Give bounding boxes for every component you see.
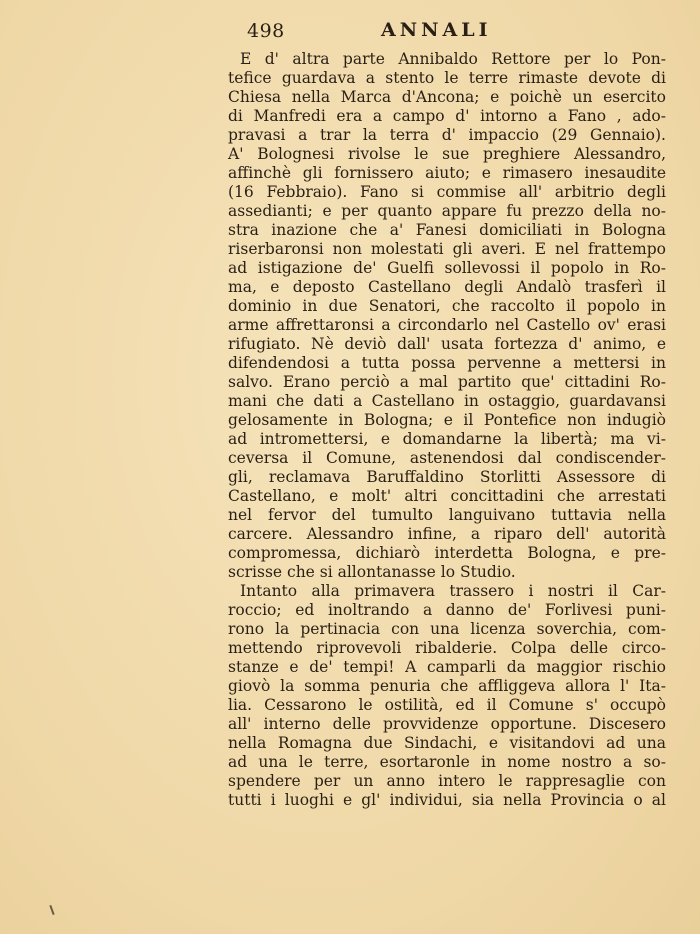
text-line: stra inazione che a' Fanesi domiciliati in Bologna xyxy=(228,221,666,239)
text-line: stanze e de' tempi! A camparli da maggior rischio xyxy=(228,658,666,676)
text-line: difendendosi a tutta possa pervenne a mettersi in xyxy=(228,354,666,372)
text-line: giovò la somma penuria che affliggeva allora l' Ita- xyxy=(228,677,666,695)
text-line: A' Bolognesi rivolse le sue preghiere Alessandro, xyxy=(228,145,666,163)
text-line: ad una le terre, esortaronle in nome nostro a so- xyxy=(228,753,666,771)
text-line: gli, reclamava Baruffaldino Storlitti Assessore di xyxy=(228,468,666,486)
text-line: assedianti; e per quanto appare fu prezzo della no- xyxy=(228,202,666,220)
text-line: nella Romagna due Sindachi, e visitandovi ad una xyxy=(228,734,666,752)
text-line: ad istigazione de' Guelfi sollevossi il popolo in Ro- xyxy=(228,259,666,277)
text-line: mani che dati a Castellano in ostaggio, guardavansi xyxy=(228,392,666,410)
text-line: Intanto alla primavera trassero i nostri il Car- xyxy=(240,582,666,600)
body-text xyxy=(228,50,666,810)
text-line: riserbaronsi non molestati gli averi. E nel frattempo xyxy=(228,240,666,258)
text-line: E d' altra parte Annibaldo Rettore per lo Pon- xyxy=(240,50,666,68)
page-number: 498 xyxy=(247,20,285,42)
text-line: rono la pertinacia con una licenza soverchia, com- xyxy=(228,620,666,638)
text-line: salvo. Erano perciò a mal partito que' cittadini Ro- xyxy=(228,373,666,391)
text-line: Chiesa nella Marca d'Ancona; e poichè un esercito xyxy=(228,88,666,106)
text-line: ceversa il Comune, astenendosi dal condiscender- xyxy=(228,449,666,467)
text-line: compromessa, dichiarò interdetta Bologna, e pre- xyxy=(228,544,666,562)
text-line: ma, e deposto Castellano degli Andalò trasferì il xyxy=(228,278,666,296)
text-line: tutti i luoghi e gl' individui, sia nella Provincia o al xyxy=(228,791,666,809)
text-line: mettendo riprovevoli ribalderie. Colpa delle circo- xyxy=(228,639,666,657)
text-line: (16 Febbraio). Fano si commise all' arbitrio degli xyxy=(228,183,666,201)
text-line: nel fervor del tumulto languivano tuttavia nella xyxy=(228,506,666,524)
text-line: tefice guardava a stento le terre rimaste devote di xyxy=(228,69,666,87)
text-line: arme affrettaronsi a circondarlo nel Castello ov' erasi xyxy=(228,316,666,334)
text-line: carcere. Alessandro infine, a riparo dell' autorità xyxy=(228,525,666,543)
text-line: Castellano, e molt' altri concittadini che arrestati xyxy=(228,487,666,505)
text-line: affinchè gli fornissero aiuto; e rimasero inesaudite xyxy=(228,164,666,182)
text-line: scrisse che si allontanasse lo Studio. xyxy=(228,563,516,581)
text-line: ad intromettersi, e domandarne la libertà; ma vi- xyxy=(228,430,666,448)
text-line: gelosamente in Bologna; e il Pontefice non indugiò xyxy=(228,411,666,429)
text-line: all' interno delle provvidenze opportune. Discesero xyxy=(228,715,666,733)
text-line: di Manfredi era a campo d' intorno a Fano , ado- xyxy=(228,107,666,125)
text-line: dominio in due Senatori, che raccolto il popolo in xyxy=(228,297,666,315)
text-line: roccio; ed inoltrando a danno de' Forlivesi puni- xyxy=(228,601,666,619)
ink-mark xyxy=(49,905,54,915)
text-line: rifugiato. Nè deviò dall' usata fortezza d' animo, e xyxy=(228,335,666,353)
text-line: spendere per un anno intero le rappresaglie con xyxy=(228,772,666,790)
text-line: lia. Cessarono le ostilità, ed il Comune s' occupò xyxy=(228,696,666,714)
running-head: ANNALI xyxy=(381,19,492,41)
text-line: pravasi a trar la terra d' impaccio (29 Gennaio). xyxy=(228,126,666,144)
